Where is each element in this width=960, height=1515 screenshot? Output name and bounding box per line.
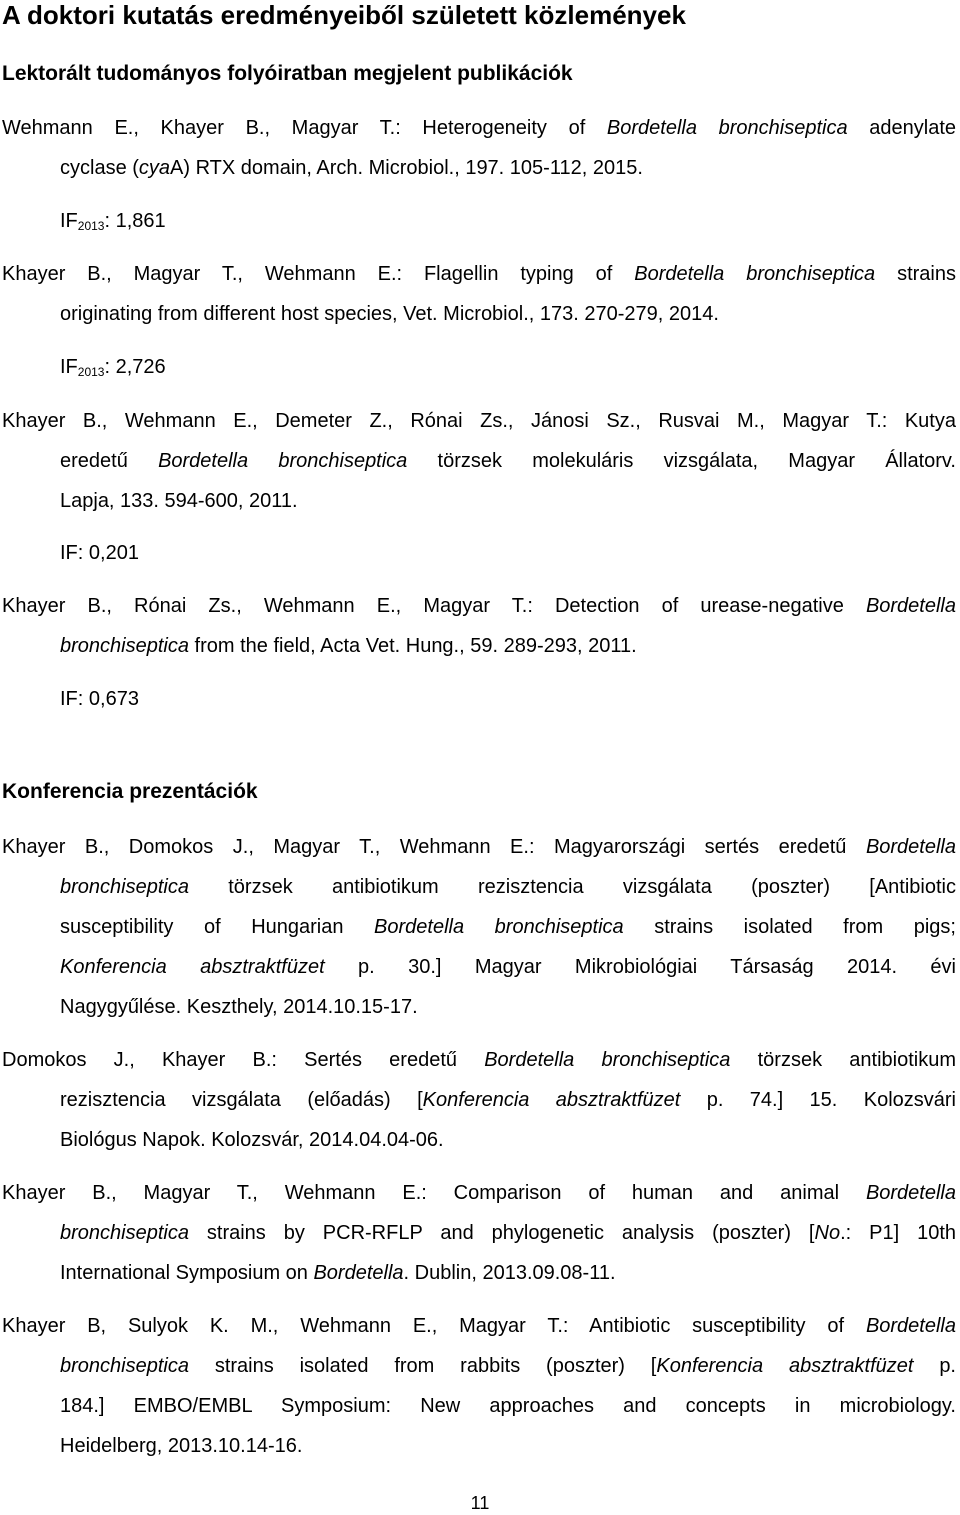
conference-entry xyxy=(2,1173,956,1293)
impact-factor: $IF_{2013}$: 2,726 xyxy=(60,356,166,379)
entry-line: Khayer B., Magyar T., Wehmann E.: Comparison of human and animal Bordetella xyxy=(2,1182,956,1204)
entry-line: Domokos J., Khayer B.: Sertés eredetű Bordetella bronchiseptica törzsek antibiotikum xyxy=(2,1049,956,1071)
conference-entry xyxy=(2,827,956,1027)
conference-entry xyxy=(2,1040,956,1160)
journal-entry xyxy=(2,108,956,188)
entry-line: Khayer B., Rónai Zs., Wehmann E., Magyar T.: Detection of urease-negative Bordetella xyxy=(2,595,956,617)
entry-line: susceptibility of Hungarian Bordetella bronchiseptica strains isolated from pigs; xyxy=(60,916,956,938)
impact-factor: $IF_{2013}$: 1,861 xyxy=(60,210,166,233)
conference-section-heading: Konferencia prezentációk xyxy=(2,780,258,803)
entry-line: Khayer B., Domokos J., Magyar T., Wehmann E.: Magyarországi sertés eredetű Bordetella xyxy=(2,836,956,858)
entry-line: bronchiseptica törzsek antibiotikum rezisztencia vizsgálata (poszter) [Antibiotic xyxy=(60,876,956,898)
journal-entry xyxy=(2,586,956,666)
entry-line: bronchiseptica strains isolated from rabbits (poszter) [Konferencia absztraktfüzet p. xyxy=(60,1355,956,1377)
entry-line: originating from different host species, Vet. Microbiol., 173. 270-279, 2014. xyxy=(60,303,719,325)
entry-line: Konferencia absztraktfüzet p. 30.] Magyar Mikrobiológiai Társaság 2014. évi xyxy=(60,956,957,978)
entry-line: Lapja, 133. 594-600, 2011. xyxy=(60,490,298,512)
entry-line: rezisztencia vizsgálata (előadás) [Konferencia absztraktfüzet p. 74.] 15. Kolozsvári xyxy=(60,1089,957,1111)
journal-section-heading: Lektorált tudományos folyóiratban megjelent publikációk xyxy=(2,62,573,85)
conference-entry xyxy=(2,1306,956,1466)
entry-line: Khayer B, Sulyok K. M., Wehmann E., Magyar T.: Antibiotic susceptibility of Bordetella xyxy=(2,1315,956,1337)
entry-line: Khayer B., Magyar T., Wehmann E.: Flagellin typing of Bordetella bronchiseptica strains xyxy=(2,263,956,285)
entry-line: Wehmann E., Khayer B., Magyar T.: Heterogeneity of Bordetella bronchiseptica adenylate xyxy=(2,117,956,139)
page-number: 11 xyxy=(470,1493,490,1513)
entry-line: Heidelberg, 2013.10.14-16. xyxy=(60,1435,303,1457)
entry-line: bronchiseptica strains by PCR-RFLP and phylogenetic analysis (poszter) [No.: P1] 10th xyxy=(60,1222,956,1244)
journal-entry xyxy=(2,401,956,521)
entry-line: 184.] EMBO/EMBL Symposium: New approaches and concepts in microbiology. xyxy=(60,1395,956,1417)
journal-entry xyxy=(2,254,956,334)
impact-factor: IF: 0,201 xyxy=(60,542,139,564)
entry-line: Nagygyűlése. Keszthely, 2014.10.15-17. xyxy=(60,996,418,1018)
entry-line: cyclase (cyaA) RTX domain, Arch. Microbiol., 197. 105-112, 2015. xyxy=(60,157,643,179)
entry-line: eredetű Bordetella bronchiseptica törzsek molekuláris vizsgálata, Magyar Állatorv. xyxy=(60,450,956,472)
entry-line: Khayer B., Wehmann E., Demeter Z., Rónai Zs., Jánosi Sz., Rusvai M., Magyar T.: Kutya xyxy=(2,410,956,432)
entry-line: International Symposium on Bordetella. Dublin, 2013.09.08-11. xyxy=(60,1262,616,1284)
entry-line: bronchiseptica from the field, Acta Vet. Hung., 59. 289-293, 2011. xyxy=(60,635,637,657)
entry-line: Biológus Napok. Kolozsvár, 2014.04.04-06. xyxy=(60,1129,444,1151)
page-title: A doktori kutatás eredményeiből született közlemények xyxy=(2,0,686,30)
impact-factor: IF: 0,673 xyxy=(60,688,139,710)
